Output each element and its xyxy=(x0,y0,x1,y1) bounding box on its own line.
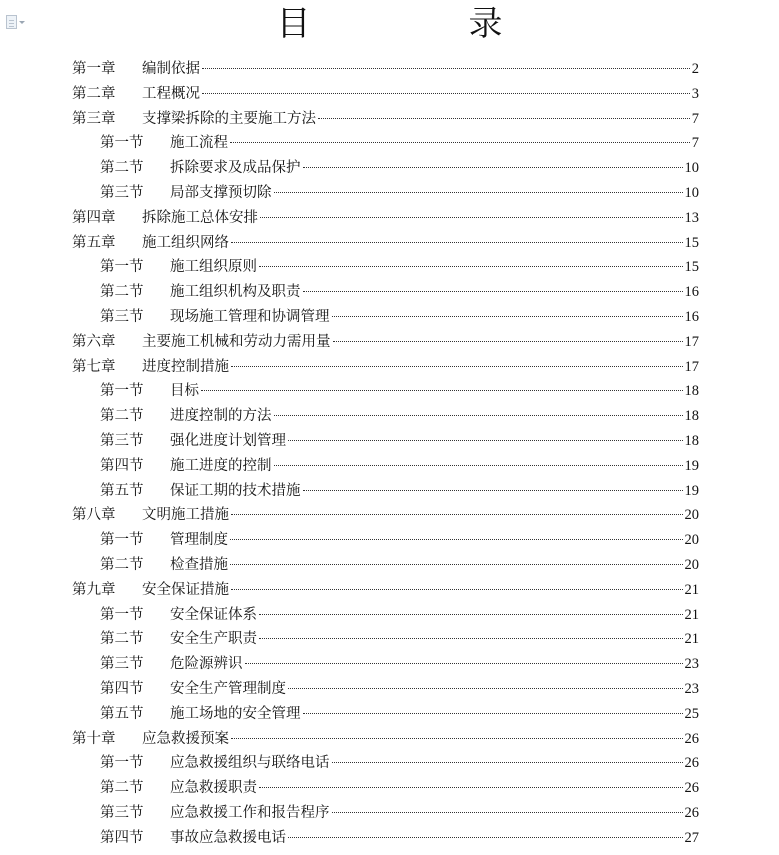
toc-entry-number: 第六章 xyxy=(72,333,116,350)
toc-entry-title: 拆除要求及成品保护 xyxy=(170,160,301,177)
toc-entry-page: 3 xyxy=(691,85,699,102)
dot-leader xyxy=(332,316,683,317)
toc-entry-number: 第三节 xyxy=(100,804,144,821)
toc-entry-page: 10 xyxy=(684,160,699,177)
toc-entry-title: 保证工期的技术措施 xyxy=(170,482,301,499)
dot-leader xyxy=(245,663,683,664)
toc-entry-page: 23 xyxy=(684,680,699,697)
dot-leader xyxy=(230,142,690,143)
toc-entry-title: 工程概况 xyxy=(142,85,200,102)
toc-entry-number: 第三章 xyxy=(72,110,116,127)
toc-section-entry[interactable] xyxy=(72,255,699,280)
toc-entry-number: 第三节 xyxy=(100,656,144,673)
toc-entry-page: 19 xyxy=(684,457,699,474)
dot-leader xyxy=(230,564,683,565)
toc-section-entry[interactable] xyxy=(72,553,699,578)
toc-entry-number: 第四节 xyxy=(100,457,144,474)
toc-entry-number: 第一节 xyxy=(100,135,144,152)
toc-entry-page: 17 xyxy=(684,358,699,375)
toc-entry-page: 20 xyxy=(684,532,699,549)
toc-entry-title: 安全生产职责 xyxy=(170,631,257,648)
dot-leader xyxy=(303,490,683,491)
toc-entry-page: 21 xyxy=(684,631,699,648)
toc-entry-number: 第二节 xyxy=(100,284,144,301)
dot-leader xyxy=(288,440,683,441)
toc-entry-page: 26 xyxy=(684,755,699,772)
toc-entry-number: 第四节 xyxy=(100,680,144,697)
toc-chapter-entry[interactable] xyxy=(72,206,699,231)
toc-entry-number: 第二章 xyxy=(72,85,116,102)
toc-section-entry[interactable] xyxy=(72,627,699,652)
toc-entry-title: 管理制度 xyxy=(170,532,228,549)
toc-section-entry[interactable] xyxy=(72,280,699,305)
toc-entry-page: 26 xyxy=(684,730,699,747)
toc-section-entry[interactable] xyxy=(72,379,699,404)
toc-entry-number: 第五节 xyxy=(100,482,144,499)
toc-section-entry[interactable] xyxy=(72,454,699,479)
toc-entry-number: 第二节 xyxy=(100,631,144,648)
toc-section-entry[interactable] xyxy=(72,305,699,330)
toc-chapter-entry[interactable] xyxy=(72,578,699,603)
toc-section-entry[interactable] xyxy=(72,156,699,181)
dot-leader xyxy=(231,366,683,367)
dot-leader xyxy=(274,415,683,416)
toc-entry-title: 施工场地的安全管理 xyxy=(170,705,301,722)
toc-entry-title: 现场施工管理和协调管理 xyxy=(170,308,330,325)
toc-entry-number: 第一节 xyxy=(100,606,144,623)
toc-section-entry[interactable] xyxy=(72,677,699,702)
dot-leader xyxy=(231,242,683,243)
toc-section-entry[interactable] xyxy=(72,652,699,677)
toc-entry-number: 第二节 xyxy=(100,408,144,425)
toc-entry-page: 2 xyxy=(691,61,699,77)
page-title: 目 录 xyxy=(276,4,565,44)
dot-leader xyxy=(333,341,683,342)
toc-entry-number: 第五节 xyxy=(100,705,144,722)
toc-chapter-entry[interactable] xyxy=(72,727,699,752)
toc-entry-title: 事故应急救援电话 xyxy=(170,829,286,846)
toc-entry-page: 18 xyxy=(684,383,699,400)
toc-entry-title: 进度控制的方法 xyxy=(170,408,272,425)
dot-leader xyxy=(259,614,683,615)
toc-entry-page: 27 xyxy=(684,829,699,846)
toc-entry-page: 10 xyxy=(684,184,699,201)
toc-chapter-entry[interactable] xyxy=(72,330,699,355)
toc-entry-page: 20 xyxy=(684,507,699,524)
toc-entry-number: 第五章 xyxy=(72,234,116,251)
toc-entry-title: 安全保证措施 xyxy=(142,581,229,598)
toc-entry-number: 第四节 xyxy=(100,829,144,846)
toc-entry-title: 应急救援工作和报告程序 xyxy=(170,804,330,821)
toc-entry-title: 应急救援职责 xyxy=(170,780,257,797)
toc-entry-page: 16 xyxy=(684,284,699,301)
dot-leader xyxy=(201,390,683,391)
toc-entry-number: 第二节 xyxy=(100,160,144,177)
toc-entry-number: 第一节 xyxy=(100,532,144,549)
toc-entry-title: 主要施工机械和劳动力需用量 xyxy=(142,333,331,350)
toc-entry-title: 危险源辨识 xyxy=(170,656,243,673)
toc-chapter-entry[interactable] xyxy=(72,503,699,528)
toc-entry-page: 21 xyxy=(684,606,699,623)
toc-chapter-entry[interactable] xyxy=(72,231,699,256)
dot-leader xyxy=(231,514,683,515)
dot-leader xyxy=(303,167,683,168)
toc-section-entry[interactable] xyxy=(72,429,699,454)
toc-section-entry[interactable] xyxy=(72,181,699,206)
toc-entry-number: 第一章 xyxy=(72,61,116,77)
toc-entry-title: 强化进度计划管理 xyxy=(170,432,286,449)
toc-entry-page: 17 xyxy=(684,333,699,350)
toc-entry-page: 15 xyxy=(684,259,699,276)
dot-leader xyxy=(259,638,683,639)
dot-leader xyxy=(274,192,683,193)
dot-leader xyxy=(288,688,683,689)
toc-entry-title: 安全保证体系 xyxy=(170,606,257,623)
toc-entry-page: 26 xyxy=(684,780,699,797)
toc-entry-page: 20 xyxy=(684,556,699,573)
toc-section-entry[interactable] xyxy=(72,826,699,851)
toc-entry-title: 安全生产管理制度 xyxy=(170,680,286,697)
toc-entry-number: 第一节 xyxy=(100,755,144,772)
toc-entry-title: 支撑梁拆除的主要施工方法 xyxy=(142,110,316,127)
toc-entry-page: 7 xyxy=(691,135,699,152)
toc-entry-title: 检查措施 xyxy=(170,556,228,573)
toc-entry-title: 应急救援组织与联络电话 xyxy=(170,755,330,772)
toc-entry-title: 施工组织网络 xyxy=(142,234,229,251)
toc-entry-page: 26 xyxy=(684,804,699,821)
dot-leader xyxy=(259,266,683,267)
toc-entry-title: 局部支撑预切除 xyxy=(170,184,272,201)
toc-entry-title: 施工组织原则 xyxy=(170,259,257,276)
toc-entry-page: 25 xyxy=(684,705,699,722)
toc-entry-title: 应急救援预案 xyxy=(142,730,229,747)
toc-entry-page: 18 xyxy=(684,432,699,449)
toc-entry-title: 施工流程 xyxy=(170,135,228,152)
toc-section-entry[interactable] xyxy=(72,751,699,776)
toc-section-entry[interactable] xyxy=(72,603,699,628)
dot-leader xyxy=(303,713,683,714)
toc-entry-number: 第三节 xyxy=(100,308,144,325)
toc-entry-number: 第三节 xyxy=(100,184,144,201)
toc-entry-number: 第二节 xyxy=(100,556,144,573)
toc-chapter-entry[interactable] xyxy=(72,355,699,380)
dot-leader xyxy=(318,118,690,119)
toc-entry-number: 第八章 xyxy=(72,507,116,524)
toc-entry-number: 第一节 xyxy=(100,383,144,400)
dot-leader xyxy=(274,465,683,466)
toc-section-entry[interactable] xyxy=(72,528,699,553)
toc-section-entry[interactable] xyxy=(72,404,699,429)
dot-leader xyxy=(230,539,683,540)
toc-chapter-entry[interactable] xyxy=(72,82,699,107)
toc-entry-number: 第九章 xyxy=(72,581,116,598)
toc-section-entry[interactable] xyxy=(72,801,699,826)
toc-entry-page: 16 xyxy=(684,308,699,325)
dot-leader xyxy=(303,291,683,292)
toc-entry-title: 施工组织机构及职责 xyxy=(170,284,301,301)
toc-entry-page: 15 xyxy=(684,234,699,251)
toc-entry-title: 拆除施工总体安排 xyxy=(142,209,258,226)
toc-entry-number: 第一节 xyxy=(100,259,144,276)
toc-entry-page: 13 xyxy=(684,209,699,226)
dot-leader xyxy=(259,787,683,788)
toc-chapter-entry[interactable] xyxy=(72,107,699,132)
toc-entry-page: 19 xyxy=(684,482,699,499)
toc-entry-number: 第十章 xyxy=(72,730,116,747)
toc-entry-title: 施工进度的控制 xyxy=(170,457,272,474)
dot-leader xyxy=(288,837,683,838)
toc-chapter-entry[interactable] xyxy=(72,57,699,82)
toc-entry-page: 23 xyxy=(684,656,699,673)
dot-leader xyxy=(231,589,683,590)
toc-entry-title: 文明施工措施 xyxy=(142,507,229,524)
toc-entry-title: 目标 xyxy=(170,383,199,400)
dot-leader xyxy=(231,738,683,739)
toc-entry-title: 进度控制措施 xyxy=(142,358,229,375)
toc-section-entry[interactable] xyxy=(72,479,699,504)
toc-entry-page: 21 xyxy=(684,581,699,598)
dot-leader xyxy=(260,217,683,218)
dot-leader xyxy=(202,68,690,69)
table-of-contents xyxy=(72,57,699,851)
dot-leader xyxy=(332,762,683,763)
dot-leader xyxy=(202,93,690,94)
toc-section-entry[interactable] xyxy=(72,776,699,801)
toc-entry-page: 7 xyxy=(691,110,699,127)
toc-entry-title: 编制依据 xyxy=(142,61,200,77)
toc-section-entry[interactable] xyxy=(72,702,699,727)
toc-entry-number: 第七章 xyxy=(72,358,116,375)
dot-leader xyxy=(332,812,683,813)
toc-entry-page: 18 xyxy=(684,408,699,425)
toc-entry-number: 第四章 xyxy=(72,209,116,226)
toc-section-entry[interactable] xyxy=(72,131,699,156)
toc-entry-number: 第二节 xyxy=(100,780,144,797)
toc-entry-number: 第三节 xyxy=(100,432,144,449)
